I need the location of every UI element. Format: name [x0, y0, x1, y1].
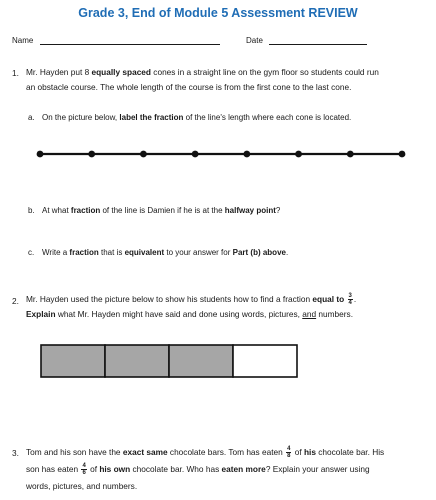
- q2-line2: Explain what Mr. Hayden might have said and done using words, pictures, and numbers.: [26, 309, 353, 319]
- cone-dot: [347, 151, 354, 158]
- cone-dot: [243, 151, 250, 158]
- q1a-label: a.: [28, 113, 35, 122]
- page-title: Grade 3, End of Module 5 Assessment REVIEW: [78, 6, 358, 20]
- cone-number-line: [0, 145, 436, 165]
- q3-line3: words, pictures, and numbers.: [26, 481, 138, 491]
- shaded-part: [41, 345, 105, 377]
- q1-number: 1.: [12, 68, 19, 78]
- cone-dot: [37, 151, 44, 158]
- name-field[interactable]: [12, 36, 220, 45]
- date-field[interactable]: [246, 36, 367, 45]
- shaded-part: [169, 345, 233, 377]
- date-blank[interactable]: [269, 36, 367, 45]
- date-label: Date: [246, 36, 263, 45]
- shaded-part: [105, 345, 169, 377]
- q2-text: [26, 292, 431, 322]
- cone-dot: [88, 151, 95, 158]
- q1c-text: Write a fraction that is equivalent to your answer for Part (b) above.: [42, 248, 289, 257]
- q2-line1: Mr. Hayden used the picture below to show his students how to find a fraction equal to $\frac{3}{4}$ .: [26, 293, 357, 307]
- cone-dot: [192, 151, 199, 158]
- cone-dot: [140, 151, 147, 158]
- name-label: Name: [12, 36, 34, 45]
- q3-line1: Tom and his son have the exact same chocolate bars. Tom has eaten $\frac{4}{8}$ of his chocolate bar. His: [26, 446, 385, 460]
- q3-line2: son has eaten $\frac{4}{6}$ of his own chocolate bar. Who has eaten more? Explain your answer using: [26, 463, 370, 477]
- q1-text: [26, 65, 431, 95]
- q3-fraction-son: $\frac{4}{6}$: [82, 463, 86, 477]
- q1-line2: an obstacle course. The whole length of the course is from the first cone to the last cone.: [26, 82, 352, 92]
- q1b-label: b.: [28, 206, 35, 215]
- cone-dot: [295, 151, 302, 158]
- name-blank[interactable]: [40, 36, 220, 45]
- q2-fraction: $\frac{3}{4}$: [348, 293, 352, 307]
- cone-dot: [399, 151, 406, 158]
- q1a-text: On the picture below, label the fraction of the line's length where each cone is located.: [42, 113, 352, 122]
- fraction-bar: [40, 344, 300, 380]
- q3-number: 3.: [12, 448, 19, 458]
- q2-number: 2.: [12, 296, 19, 306]
- q3-text: [26, 444, 431, 495]
- q1b-text: At what fraction of the line is Damien if he is at the halfway point?: [42, 206, 281, 215]
- unshaded-part: [233, 345, 297, 377]
- q1c-label: c.: [28, 248, 35, 257]
- q1-line1: Mr. Hayden put 8 equally spaced cones in a straight line on the gym floor so students could run: [26, 67, 379, 77]
- q3-fraction-tom: $\frac{4}{8}$: [287, 446, 291, 460]
